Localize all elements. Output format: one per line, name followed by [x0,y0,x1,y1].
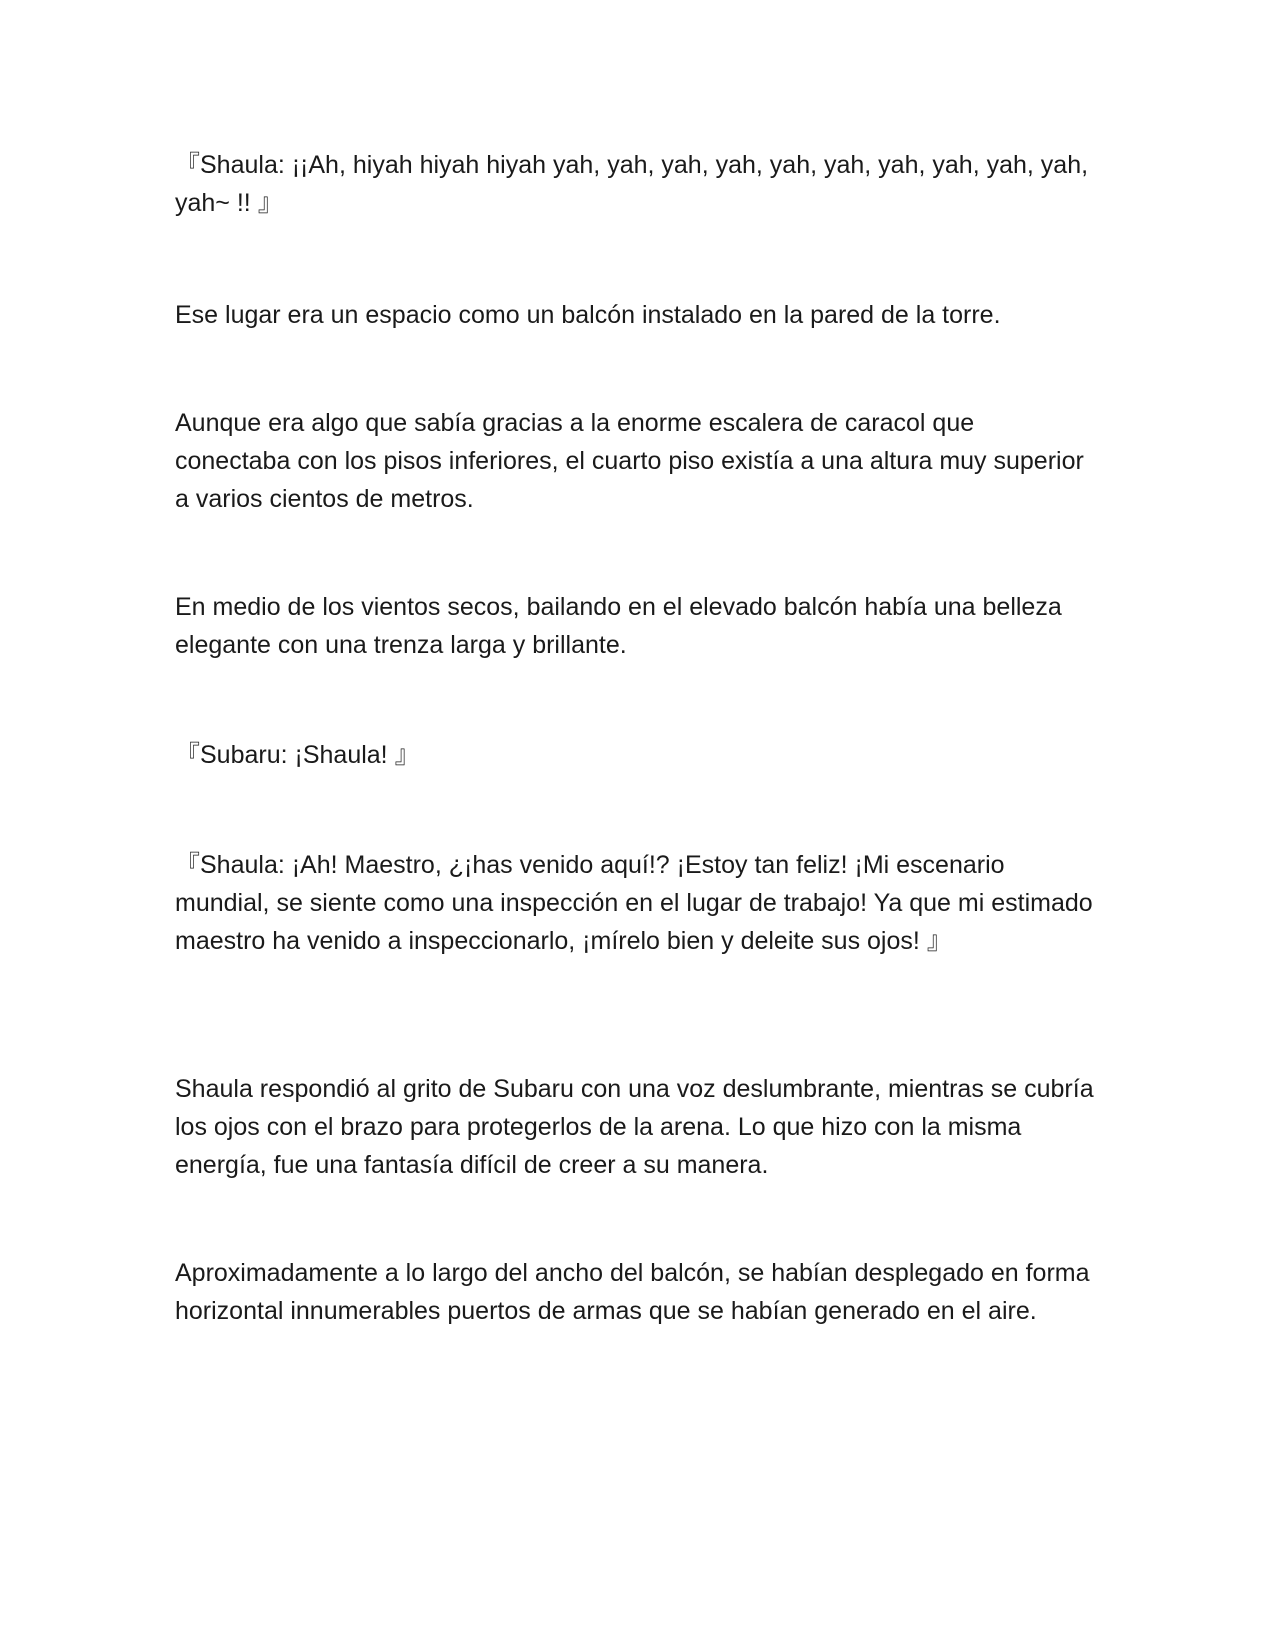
paragraph-shaula-laugh: 『Shaula: ¡¡Ah, hiyah hiyah hiyah yah, yah, yah, yah, yah, yah, yah, yah, yah, yah, yah~ !! 』 [175,151,1089,217]
paragraph-dancing-beauty: En medio de los vientos secos, bailando en el elevado balcón había una belleza elegante con una trenza larga y brillante. [175,593,1062,659]
paragraph-subaru-call: 『Subaru: ¡Shaula! 』 [175,741,420,769]
paragraph-shaula-reply: 『Shaula: ¡Ah! Maestro, ¿¡has venido aquí!? ¡Estoy tan feliz! ¡Mi escenario mundial, se siente como una inspección en el lugar de trabajo! Ya que mi estimado maestro ha venido a inspeccionarlo, ¡mírelo bien y deleite sus ojos! 』 [175,851,1093,955]
paragraph-weapon-ports: Aproximadamente a lo largo del ancho del balcón, se habían desplegado en forma horizontal innumerables puertos de armas que se habían generado en el aire. [175,1259,1090,1325]
paragraph-fourth-floor-height: Aunque era algo que sabía gracias a la enorme escalera de caracol que conectaba con los pisos inferiores, el cuarto piso existía a una altura muy superior a varios cientos de metros. [175,409,1084,513]
paragraph-balcony-description: Ese lugar era un espacio como un balcón instalado en la pared de la torre. [175,301,1001,329]
paragraph-shaula-response: Shaula respondió al grito de Subaru con una voz deslumbrante, mientras se cubría los ojos con el brazo para protegerlos de la arena. Lo que hizo con la misma energía, fue una fantasía difícil de creer a su manera. [175,1075,1094,1179]
